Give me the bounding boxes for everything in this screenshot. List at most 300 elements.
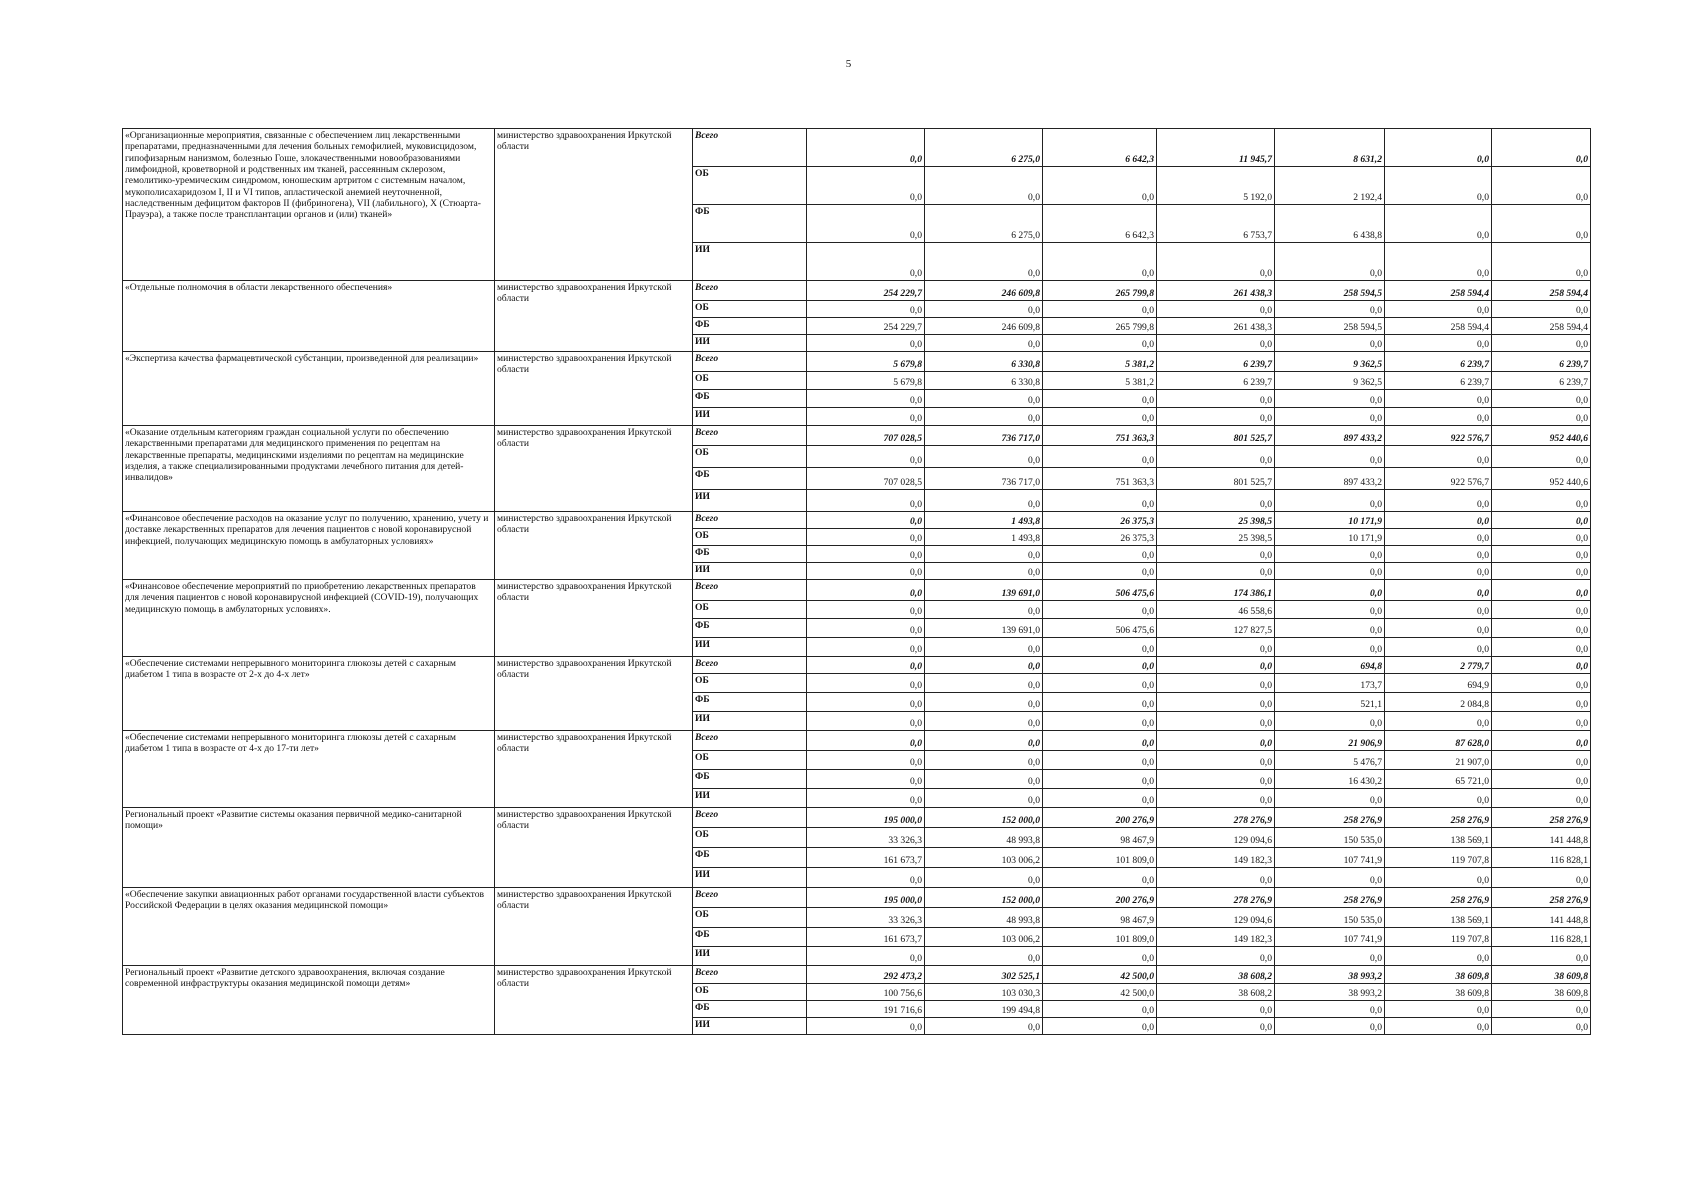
amount-cell: 952 440,6: [1492, 468, 1591, 490]
executor: министерство здравоохранения Иркутской области: [495, 580, 693, 657]
amount-cell: 0,0: [1492, 390, 1591, 408]
amount-cell: 0,0: [1043, 1001, 1157, 1018]
amount-cell: 897 433,2: [1275, 468, 1385, 490]
amount-cell: 8 631,2: [1275, 129, 1385, 167]
amount-cell: 10 171,9: [1275, 529, 1385, 546]
amount-cell: 0,0: [1385, 408, 1492, 426]
amount-cell: 116 828,1: [1492, 848, 1591, 868]
amount-cell: 0,0: [925, 712, 1043, 731]
amount-cell: 0,0: [1492, 731, 1591, 751]
amount-cell: 694,8: [1275, 657, 1385, 674]
amount-cell: 48 993,8: [925, 828, 1043, 848]
amount-cell: 0,0: [925, 751, 1043, 770]
funding-source: ИИ: [693, 243, 807, 281]
amount-cell: 0,0: [807, 693, 925, 712]
amount-cell: 139 691,0: [925, 619, 1043, 638]
amount-cell: 0,0: [807, 580, 925, 601]
amount-cell: 0,0: [1157, 657, 1275, 674]
measure-description: «Экспертиза качества фармацевтической субстанции, произведенной для реализации»: [123, 352, 495, 426]
amount-cell: 0,0: [925, 446, 1043, 468]
amount-cell: 0,0: [807, 619, 925, 638]
funding-source: ИИ: [693, 563, 807, 580]
amount-cell: 38 609,8: [1385, 966, 1492, 984]
measure-description: «Обеспечение системами непрерывного мониторинга глюкозы детей с сахарным диабетом 1 типа в возрасте от 2-х до 4-х лет»: [123, 657, 495, 731]
amount-cell: 0,0: [1385, 301, 1492, 318]
table-row: [123, 580, 1591, 601]
amount-cell: 0,0: [1275, 712, 1385, 731]
amount-cell: 107 741,9: [1275, 848, 1385, 868]
amount-cell: 21 907,0: [1385, 751, 1492, 770]
amount-cell: 0,0: [1043, 751, 1157, 770]
amount-cell: 129 094,6: [1157, 908, 1275, 928]
amount-cell: 6 239,7: [1492, 372, 1591, 390]
amount-cell: 87 628,0: [1385, 731, 1492, 751]
amount-cell: 0,0: [1492, 408, 1591, 426]
amount-cell: 0,0: [925, 243, 1043, 281]
amount-cell: 0,0: [925, 657, 1043, 674]
funding-source: ИИ: [693, 868, 807, 888]
amount-cell: 0,0: [1275, 446, 1385, 468]
amount-cell: 0,0: [1385, 947, 1492, 966]
amount-cell: 0,0: [1157, 868, 1275, 888]
table-row: [123, 808, 1591, 828]
amount-cell: 0,0: [1385, 129, 1492, 167]
amount-cell: 0,0: [1157, 390, 1275, 408]
funding-source: ИИ: [693, 335, 807, 352]
amount-cell: 21 906,9: [1275, 731, 1385, 751]
amount-cell: 0,0: [925, 563, 1043, 580]
amount-cell: 0,0: [1043, 693, 1157, 712]
funding-source: ИИ: [693, 1018, 807, 1035]
amount-cell: 0,0: [1385, 390, 1492, 408]
amount-cell: 0,0: [1492, 947, 1591, 966]
amount-cell: 0,0: [1492, 657, 1591, 674]
amount-cell: 16 430,2: [1275, 770, 1385, 789]
measure-description: Региональный проект «Развитие системы оказания первичной медико-санитарной помощи»: [123, 808, 495, 888]
amount-cell: 0,0: [925, 693, 1043, 712]
amount-cell: 101 809,0: [1043, 928, 1157, 947]
amount-cell: 0,0: [1385, 789, 1492, 808]
table-row: [123, 731, 1591, 751]
amount-cell: 258 276,9: [1385, 888, 1492, 908]
amount-cell: 0,0: [1043, 947, 1157, 966]
funding-source: ФБ: [693, 1001, 807, 1018]
amount-cell: 952 440,6: [1492, 426, 1591, 446]
amount-cell: 191 716,6: [807, 1001, 925, 1018]
budget-table: [122, 128, 1591, 1035]
funding-source: ФБ: [693, 390, 807, 408]
amount-cell: 254 229,7: [807, 318, 925, 335]
amount-cell: 42 500,0: [1043, 984, 1157, 1001]
funding-source: ОБ: [693, 372, 807, 390]
amount-cell: 5 381,2: [1043, 352, 1157, 372]
amount-cell: 0,0: [1043, 408, 1157, 426]
amount-cell: 9 362,5: [1275, 352, 1385, 372]
amount-cell: 278 276,9: [1157, 808, 1275, 828]
funding-source: Всего: [693, 808, 807, 828]
amount-cell: 258 276,9: [1385, 808, 1492, 828]
amount-cell: 174 386,1: [1157, 580, 1275, 601]
amount-cell: 258 594,5: [1275, 318, 1385, 335]
table-row: [123, 512, 1591, 529]
amount-cell: 0,0: [1385, 167, 1492, 205]
amount-cell: 0,0: [807, 638, 925, 657]
table-row: [123, 657, 1591, 674]
amount-cell: 139 691,0: [925, 580, 1043, 601]
amount-cell: 0,0: [807, 301, 925, 318]
funding-source: ФБ: [693, 693, 807, 712]
amount-cell: 0,0: [1492, 868, 1591, 888]
amount-cell: 1 493,8: [925, 529, 1043, 546]
amount-cell: 5 192,0: [1157, 167, 1275, 205]
amount-cell: 38 608,2: [1157, 984, 1275, 1001]
amount-cell: 161 673,7: [807, 928, 925, 947]
funding-source: ОБ: [693, 674, 807, 693]
funding-source: ОБ: [693, 908, 807, 928]
amount-cell: 5 679,8: [807, 372, 925, 390]
amount-cell: 119 707,8: [1385, 928, 1492, 947]
amount-cell: 173,7: [1275, 674, 1385, 693]
amount-cell: 42 500,0: [1043, 966, 1157, 984]
amount-cell: 38 993,2: [1275, 966, 1385, 984]
executor: министерство здравоохранения Иркутской области: [495, 512, 693, 580]
funding-source: Всего: [693, 512, 807, 529]
amount-cell: 258 594,4: [1492, 318, 1591, 335]
amount-cell: 922 576,7: [1385, 426, 1492, 446]
amount-cell: 302 525,1: [925, 966, 1043, 984]
funding-source: ФБ: [693, 928, 807, 947]
amount-cell: 0,0: [1157, 712, 1275, 731]
amount-cell: 150 535,0: [1275, 908, 1385, 928]
amount-cell: 258 594,4: [1492, 281, 1591, 301]
measure-description: «Обеспечение закупки авиационных работ органами государственной власти субъектов Российской Федерации в целях оказания медицинской помощи»: [123, 888, 495, 966]
amount-cell: 25 398,5: [1157, 512, 1275, 529]
amount-cell: 119 707,8: [1385, 848, 1492, 868]
amount-cell: 0,0: [1275, 390, 1385, 408]
funding-source: Всего: [693, 966, 807, 984]
amount-cell: 5 381,2: [1043, 372, 1157, 390]
amount-cell: 0,0: [1385, 529, 1492, 546]
amount-cell: 0,0: [1157, 947, 1275, 966]
amount-cell: 26 375,3: [1043, 529, 1157, 546]
amount-cell: 103 006,2: [925, 928, 1043, 947]
measure-description: «Оказание отдельным категориям граждан социальной услуги по обеспечению лекарственными препаратами для медицинского применения по рецептам на лекарственные препараты, медицинскими изделиями по рецептам на медицинские изделия, а также специализированными продуктами лечебного питания для детей-инвалидов»: [123, 426, 495, 512]
amount-cell: 258 594,4: [1385, 281, 1492, 301]
amount-cell: 0,0: [807, 674, 925, 693]
funding-source: ФБ: [693, 546, 807, 563]
amount-cell: 152 000,0: [925, 808, 1043, 828]
funding-source: ФБ: [693, 468, 807, 490]
amount-cell: 0,0: [1275, 789, 1385, 808]
amount-cell: 258 594,4: [1385, 318, 1492, 335]
amount-cell: 0,0: [1157, 789, 1275, 808]
amount-cell: 0,0: [1385, 868, 1492, 888]
amount-cell: 246 609,8: [925, 281, 1043, 301]
funding-source: Всего: [693, 129, 807, 167]
amount-cell: 0,0: [925, 638, 1043, 657]
amount-cell: 6 239,7: [1385, 372, 1492, 390]
amount-cell: 0,0: [1492, 789, 1591, 808]
executor: министерство здравоохранения Иркутской области: [495, 426, 693, 512]
executor: министерство здравоохранения Иркутской области: [495, 888, 693, 966]
executor: министерство здравоохранения Иркутской области: [495, 731, 693, 808]
amount-cell: 506 475,6: [1043, 580, 1157, 601]
amount-cell: 0,0: [1385, 638, 1492, 657]
amount-cell: 751 363,3: [1043, 468, 1157, 490]
measure-description: «Организационные мероприятия, связанные с обеспечением лиц лекарственными препаратами, предназначенными для лечения больных гемофилией, муковисцидозом, гипофизарным нанизмом, болезнью Гоше, злокачественными новообразованиями лимфоидной, кроветворной и родственных им тканей, рассеянным склерозом, гемолитико-уремическим синдромом, юношеским артритом с системным началом, мукополисахаридозом I, II и VI типов, апластической анемией неуточненной, наследственным дефицитом факторов II (фибриногена), VII (лабильного), X (Стюарта-Прауэра), а также после трансплантации органов и (или) тканей»: [123, 129, 495, 281]
table-row: [123, 352, 1591, 372]
amount-cell: 6 239,7: [1157, 352, 1275, 372]
amount-cell: 0,0: [807, 546, 925, 563]
measure-description: «Финансовое обеспечение мероприятий по приобретению лекарственных препаратов для лечения пациентов с новой коронавирусной инфекцией (COVID-19), получающих медицинскую помощь в амбулаторных условиях».: [123, 580, 495, 657]
amount-cell: 0,0: [925, 301, 1043, 318]
measure-description: «Финансовое обеспечение расходов на оказание услуг по получению, хранению, учету и доставке лекарственных препаратов для лечения пациентов с новой коронавирусной инфекцией, получающих медицинскую помощь в амбулаторных условиях»: [123, 512, 495, 580]
amount-cell: 0,0: [1043, 638, 1157, 657]
amount-cell: 0,0: [1043, 1018, 1157, 1035]
amount-cell: 0,0: [1043, 490, 1157, 512]
amount-cell: 0,0: [807, 335, 925, 352]
amount-cell: 0,0: [1043, 546, 1157, 563]
amount-cell: 0,0: [1492, 751, 1591, 770]
amount-cell: 0,0: [1157, 408, 1275, 426]
amount-cell: 116 828,1: [1492, 928, 1591, 947]
amount-cell: 2 084,8: [1385, 693, 1492, 712]
amount-cell: 751 363,3: [1043, 426, 1157, 446]
amount-cell: 26 375,3: [1043, 512, 1157, 529]
amount-cell: 0,0: [1043, 335, 1157, 352]
amount-cell: 0,0: [1275, 1018, 1385, 1035]
amount-cell: 0,0: [807, 490, 925, 512]
amount-cell: 0,0: [1275, 619, 1385, 638]
amount-cell: 0,0: [807, 789, 925, 808]
amount-cell: 0,0: [807, 868, 925, 888]
amount-cell: 0,0: [1043, 712, 1157, 731]
funding-source: ФБ: [693, 205, 807, 243]
amount-cell: 694,9: [1385, 674, 1492, 693]
amount-cell: 0,0: [1385, 580, 1492, 601]
amount-cell: 0,0: [807, 446, 925, 468]
amount-cell: 6 642,3: [1043, 205, 1157, 243]
amount-cell: 0,0: [1043, 868, 1157, 888]
amount-cell: 521,1: [1275, 693, 1385, 712]
amount-cell: 138 569,1: [1385, 828, 1492, 848]
amount-cell: 0,0: [1275, 546, 1385, 563]
amount-cell: 0,0: [1492, 638, 1591, 657]
executor: министерство здравоохранения Иркутской области: [495, 966, 693, 1035]
amount-cell: 0,0: [1275, 243, 1385, 281]
amount-cell: 0,0: [1043, 167, 1157, 205]
amount-cell: 0,0: [1043, 301, 1157, 318]
amount-cell: 0,0: [1157, 674, 1275, 693]
amount-cell: 0,0: [1043, 731, 1157, 751]
amount-cell: 246 609,8: [925, 318, 1043, 335]
amount-cell: 152 000,0: [925, 888, 1043, 908]
amount-cell: 0,0: [1492, 205, 1591, 243]
amount-cell: 0,0: [1157, 1001, 1275, 1018]
amount-cell: 0,0: [807, 529, 925, 546]
amount-cell: 200 276,9: [1043, 808, 1157, 828]
funding-source: ИИ: [693, 712, 807, 731]
amount-cell: 0,0: [1157, 335, 1275, 352]
amount-cell: 0,0: [1043, 657, 1157, 674]
amount-cell: 98 467,9: [1043, 828, 1157, 848]
amount-cell: 0,0: [1043, 446, 1157, 468]
amount-cell: 0,0: [1492, 674, 1591, 693]
amount-cell: 195 000,0: [807, 808, 925, 828]
executor: министерство здравоохранения Иркутской области: [495, 352, 693, 426]
amount-cell: 0,0: [1157, 563, 1275, 580]
amount-cell: 141 448,8: [1492, 828, 1591, 848]
amount-cell: 6 330,8: [925, 372, 1043, 390]
amount-cell: 0,0: [807, 657, 925, 674]
amount-cell: 0,0: [925, 390, 1043, 408]
table-row: [123, 966, 1591, 984]
amount-cell: 6 239,7: [1157, 372, 1275, 390]
amount-cell: 141 448,8: [1492, 908, 1591, 928]
amount-cell: 11 945,7: [1157, 129, 1275, 167]
funding-source: Всего: [693, 426, 807, 446]
amount-cell: 98 467,9: [1043, 908, 1157, 928]
amount-cell: 195 000,0: [807, 888, 925, 908]
amount-cell: 0,0: [1275, 1001, 1385, 1018]
amount-cell: 0,0: [925, 731, 1043, 751]
amount-cell: 0,0: [1492, 335, 1591, 352]
amount-cell: 6 753,7: [1157, 205, 1275, 243]
amount-cell: 0,0: [1492, 546, 1591, 563]
amount-cell: 258 594,5: [1275, 281, 1385, 301]
amount-cell: 0,0: [1275, 868, 1385, 888]
amount-cell: 0,0: [925, 546, 1043, 563]
amount-cell: 0,0: [1492, 129, 1591, 167]
funding-source: ФБ: [693, 318, 807, 335]
amount-cell: 0,0: [925, 770, 1043, 789]
amount-cell: 33 326,3: [807, 828, 925, 848]
amount-cell: 0,0: [1492, 301, 1591, 318]
amount-cell: 0,0: [807, 563, 925, 580]
measure-description: «Обеспечение системами непрерывного мониторинга глюкозы детей с сахарным диабетом 1 типа в возрасте от 4-х до 17-ти лет»: [123, 731, 495, 808]
amount-cell: 0,0: [807, 243, 925, 281]
amount-cell: 801 525,7: [1157, 468, 1275, 490]
amount-cell: 0,0: [1275, 580, 1385, 601]
amount-cell: 0,0: [1157, 638, 1275, 657]
page-number: 5: [845, 58, 852, 70]
amount-cell: 0,0: [1492, 693, 1591, 712]
amount-cell: 0,0: [1385, 446, 1492, 468]
amount-cell: 0,0: [1492, 446, 1591, 468]
funding-source: ОБ: [693, 984, 807, 1001]
amount-cell: 258 276,9: [1492, 808, 1591, 828]
amount-cell: 0,0: [1275, 490, 1385, 512]
amount-cell: 129 094,6: [1157, 828, 1275, 848]
amount-cell: 38 609,8: [1492, 984, 1591, 1001]
amount-cell: 506 475,6: [1043, 619, 1157, 638]
table-row: [123, 129, 1591, 167]
funding-source: ФБ: [693, 770, 807, 789]
amount-cell: 2 779,7: [1385, 657, 1492, 674]
amount-cell: 0,0: [1157, 446, 1275, 468]
amount-cell: 265 799,8: [1043, 281, 1157, 301]
amount-cell: 0,0: [1157, 693, 1275, 712]
funding-source: ОБ: [693, 167, 807, 205]
funding-source: ФБ: [693, 619, 807, 638]
funding-source: ОБ: [693, 601, 807, 619]
amount-cell: 9 362,5: [1275, 372, 1385, 390]
amount-cell: 5 476,7: [1275, 751, 1385, 770]
amount-cell: 38 609,8: [1385, 984, 1492, 1001]
amount-cell: 261 438,3: [1157, 318, 1275, 335]
amount-cell: 707 028,5: [807, 468, 925, 490]
executor: министерство здравоохранения Иркутской области: [495, 657, 693, 731]
funding-source: ИИ: [693, 408, 807, 426]
amount-cell: 38 993,2: [1275, 984, 1385, 1001]
amount-cell: 6 642,3: [1043, 129, 1157, 167]
amount-cell: 0,0: [1157, 731, 1275, 751]
funding-source: ОБ: [693, 446, 807, 468]
amount-cell: 265 799,8: [1043, 318, 1157, 335]
amount-cell: 0,0: [925, 947, 1043, 966]
amount-cell: 0,0: [1275, 335, 1385, 352]
amount-cell: 0,0: [1385, 490, 1492, 512]
amount-cell: 101 809,0: [1043, 848, 1157, 868]
amount-cell: 0,0: [1157, 1018, 1275, 1035]
amount-cell: 0,0: [1157, 243, 1275, 281]
amount-cell: 0,0: [807, 601, 925, 619]
amount-cell: 0,0: [1492, 529, 1591, 546]
amount-cell: 0,0: [807, 947, 925, 966]
funding-source: ИИ: [693, 789, 807, 808]
amount-cell: 2 192,4: [1275, 167, 1385, 205]
amount-cell: 0,0: [1492, 712, 1591, 731]
amount-cell: 0,0: [1157, 546, 1275, 563]
amount-cell: 6 438,8: [1275, 205, 1385, 243]
funding-source: Всего: [693, 731, 807, 751]
amount-cell: 6 239,7: [1492, 352, 1591, 372]
amount-cell: 0,0: [925, 601, 1043, 619]
amount-cell: 261 438,3: [1157, 281, 1275, 301]
amount-cell: 107 741,9: [1275, 928, 1385, 947]
amount-cell: 254 229,7: [807, 281, 925, 301]
amount-cell: 0,0: [1385, 619, 1492, 638]
amount-cell: 0,0: [1157, 751, 1275, 770]
amount-cell: 0,0: [1275, 301, 1385, 318]
amount-cell: 0,0: [1043, 601, 1157, 619]
amount-cell: 0,0: [1492, 167, 1591, 205]
funding-source: ФБ: [693, 848, 807, 868]
amount-cell: 127 827,5: [1157, 619, 1275, 638]
amount-cell: 922 576,7: [1385, 468, 1492, 490]
amount-cell: 138 569,1: [1385, 908, 1492, 928]
amount-cell: 0,0: [807, 408, 925, 426]
amount-cell: 0,0: [1492, 490, 1591, 512]
amount-cell: 0,0: [1385, 205, 1492, 243]
amount-cell: 0,0: [807, 712, 925, 731]
amount-cell: 0,0: [1275, 601, 1385, 619]
amount-cell: 0,0: [1385, 546, 1492, 563]
measure-description: Региональный проект «Развитие детского здравоохранения, включая создание современной инфраструктуры оказания медицинской помощи детям»: [123, 966, 495, 1035]
funding-source: ОБ: [693, 529, 807, 546]
amount-cell: 0,0: [1275, 408, 1385, 426]
amount-cell: 1 493,8: [925, 512, 1043, 529]
amount-cell: 0,0: [1157, 301, 1275, 318]
amount-cell: 0,0: [1157, 490, 1275, 512]
amount-cell: 0,0: [1043, 563, 1157, 580]
amount-cell: 736 717,0: [925, 426, 1043, 446]
amount-cell: 0,0: [807, 129, 925, 167]
amount-cell: 801 525,7: [1157, 426, 1275, 446]
table-row: [123, 426, 1591, 446]
amount-cell: 0,0: [1043, 789, 1157, 808]
amount-cell: 0,0: [1275, 947, 1385, 966]
